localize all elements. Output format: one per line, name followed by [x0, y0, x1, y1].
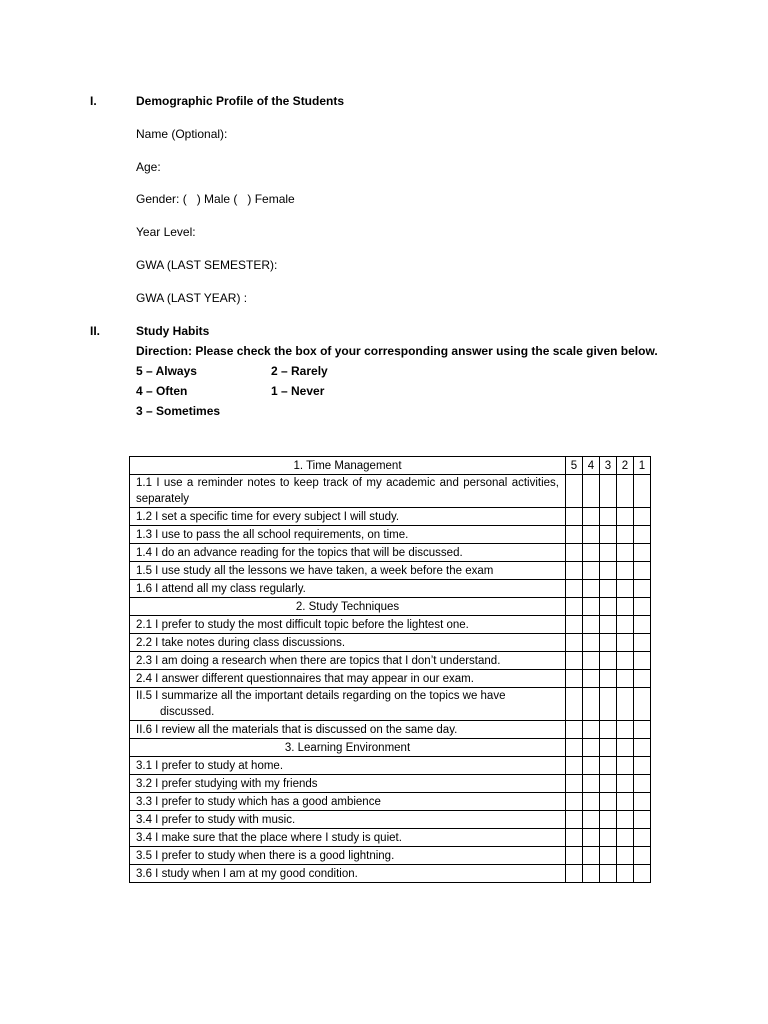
check-box[interactable]	[566, 616, 583, 634]
header-4: 4	[583, 457, 600, 475]
check-box[interactable]	[617, 580, 634, 598]
check-box[interactable]	[583, 670, 600, 688]
check-box[interactable]	[617, 634, 634, 652]
item-text: 2.1 I prefer to study the most difficult topic before the lightest one.	[130, 616, 566, 634]
header-3: 3	[600, 457, 617, 475]
check-box	[634, 598, 651, 616]
check-box[interactable]	[566, 670, 583, 688]
check-box	[600, 739, 617, 757]
check-box[interactable]	[634, 616, 651, 634]
check-box[interactable]	[617, 670, 634, 688]
check-box[interactable]	[566, 526, 583, 544]
check-box[interactable]	[566, 793, 583, 811]
item-text: 3.4 I prefer to study with music.	[130, 811, 566, 829]
gender-field-label: Gender: ( ) Male ( ) Female	[136, 192, 295, 206]
check-box[interactable]	[566, 475, 583, 508]
table-row	[130, 562, 651, 580]
year-level-field-label: Year Level:	[136, 225, 196, 239]
section-title: Study Habits	[136, 324, 210, 338]
table-row	[130, 508, 651, 526]
item-text: 1.1 I use a reminder notes to keep track of my academic and personal activities, separately	[130, 475, 566, 508]
table-row	[130, 865, 651, 883]
check-box[interactable]	[566, 757, 583, 775]
item-text: 1.3 I use to pass the all school requirements, on time.	[130, 526, 566, 544]
table-row	[130, 688, 651, 721]
check-box[interactable]	[566, 508, 583, 526]
check-box[interactable]	[634, 544, 651, 562]
table-row	[130, 616, 651, 634]
check-box[interactable]	[566, 829, 583, 847]
scale-1: 1 – Never	[271, 384, 325, 398]
item-text-line: discussed.	[160, 706, 215, 718]
check-box[interactable]	[600, 775, 617, 793]
table-row	[130, 811, 651, 829]
check-box[interactable]	[600, 847, 617, 865]
check-box[interactable]	[566, 634, 583, 652]
check-box[interactable]	[617, 544, 634, 562]
check-box[interactable]	[600, 634, 617, 652]
check-box	[583, 739, 600, 757]
check-box[interactable]	[566, 580, 583, 598]
check-box	[634, 739, 651, 757]
table-row	[130, 475, 651, 508]
scale-4: 4 – Often	[136, 384, 188, 398]
item-text: 3.1 I prefer to study at home.	[130, 757, 566, 775]
category-learning-environment: 3. Learning Environment	[130, 739, 566, 757]
check-box[interactable]	[634, 475, 651, 508]
check-box[interactable]	[617, 475, 634, 508]
check-box[interactable]	[617, 793, 634, 811]
check-box[interactable]	[583, 811, 600, 829]
direction-text: Direction: Please check the box of your corresponding answer using the scale given below.	[136, 344, 658, 358]
check-box[interactable]	[583, 757, 600, 775]
check-box	[566, 598, 583, 616]
check-box[interactable]	[634, 580, 651, 598]
check-box[interactable]	[634, 865, 651, 883]
check-box[interactable]	[566, 865, 583, 883]
check-box[interactable]	[566, 775, 583, 793]
header-2: 2	[617, 457, 634, 475]
check-box[interactable]	[583, 562, 600, 580]
item-text: 2.4 I answer different questionnaires that may appear in our exam.	[130, 670, 566, 688]
check-box[interactable]	[583, 793, 600, 811]
check-box	[600, 598, 617, 616]
check-box[interactable]	[617, 811, 634, 829]
item-text-line: II.5 I summarize all the important details regarding on the topics we have	[136, 690, 506, 702]
table-row	[130, 580, 651, 598]
item-text: 1.2 I set a specific time for every subject I will study.	[130, 508, 566, 526]
item-text: 1.6 I attend all my class regularly.	[130, 580, 566, 598]
check-box[interactable]	[600, 757, 617, 775]
table-row	[130, 670, 651, 688]
check-box[interactable]	[600, 562, 617, 580]
header-5: 5	[566, 457, 583, 475]
section-number: I.	[90, 94, 97, 108]
section-title: Demographic Profile of the Students	[136, 94, 345, 108]
check-box[interactable]	[583, 688, 600, 721]
item-text: 1.4 I do an advance reading for the topics that will be discussed.	[130, 544, 566, 562]
check-box[interactable]	[634, 811, 651, 829]
check-box[interactable]	[634, 793, 651, 811]
check-box	[566, 739, 583, 757]
check-box[interactable]	[600, 811, 617, 829]
check-box[interactable]	[566, 652, 583, 670]
check-box[interactable]	[566, 721, 583, 739]
check-box[interactable]	[600, 526, 617, 544]
check-box[interactable]	[583, 829, 600, 847]
table-row	[130, 634, 651, 652]
check-box[interactable]	[600, 475, 617, 508]
check-box[interactable]	[617, 508, 634, 526]
check-box[interactable]	[566, 544, 583, 562]
table-row	[130, 829, 651, 847]
check-box[interactable]	[600, 616, 617, 634]
check-box[interactable]	[583, 847, 600, 865]
item-text: 1.5 I use study all the lessons we have taken, a week before the exam	[130, 562, 566, 580]
check-box	[617, 598, 634, 616]
check-box[interactable]	[634, 847, 651, 865]
table-row	[130, 544, 651, 562]
study-habits-table	[129, 456, 651, 883]
table-row	[130, 847, 651, 865]
check-box[interactable]	[600, 544, 617, 562]
check-box[interactable]	[566, 847, 583, 865]
item-text: 3.5 I prefer to study when there is a good lightning.	[130, 847, 566, 865]
check-box[interactable]	[600, 652, 617, 670]
check-box[interactable]	[634, 526, 651, 544]
gwa-last-semester-label: GWA (LAST SEMESTER):	[136, 258, 278, 272]
scale-3: 3 – Sometimes	[136, 404, 221, 418]
check-box[interactable]	[617, 562, 634, 580]
header-1: 1	[634, 457, 651, 475]
item-text: 3.2 I prefer studying with my friends	[130, 775, 566, 793]
check-box[interactable]	[583, 544, 600, 562]
check-box[interactable]	[617, 829, 634, 847]
check-box[interactable]	[617, 688, 634, 721]
category-row	[130, 457, 651, 475]
check-box[interactable]	[634, 508, 651, 526]
check-box[interactable]	[583, 508, 600, 526]
item-text: 3.3 I prefer to study which has a good ambience	[130, 793, 566, 811]
check-box[interactable]	[634, 562, 651, 580]
check-box[interactable]	[583, 721, 600, 739]
gwa-last-year-label: GWA (LAST YEAR) :	[136, 291, 248, 305]
check-box[interactable]	[634, 775, 651, 793]
table-row	[130, 775, 651, 793]
check-box	[583, 598, 600, 616]
check-box[interactable]	[583, 865, 600, 883]
check-box[interactable]	[583, 652, 600, 670]
check-box[interactable]	[634, 652, 651, 670]
table-row	[130, 652, 651, 670]
check-box[interactable]	[600, 508, 617, 526]
check-box[interactable]	[566, 562, 583, 580]
check-box[interactable]	[566, 811, 583, 829]
check-box[interactable]	[634, 634, 651, 652]
check-box[interactable]	[600, 865, 617, 883]
check-box[interactable]	[600, 829, 617, 847]
category-time-management: 1. Time Management	[130, 457, 566, 475]
check-box[interactable]	[583, 580, 600, 598]
category-row	[130, 739, 651, 757]
check-box[interactable]	[617, 757, 634, 775]
check-box[interactable]	[583, 775, 600, 793]
check-box[interactable]	[617, 652, 634, 670]
category-row	[130, 598, 651, 616]
check-box[interactable]	[600, 688, 617, 721]
table-row	[130, 757, 651, 775]
item-text: 3.4 I make sure that the place where I study is quiet.	[130, 829, 566, 847]
name-field-label: Name (Optional):	[136, 127, 228, 141]
check-box[interactable]	[583, 526, 600, 544]
item-text: II.6 I review all the materials that is discussed on the same day.	[130, 721, 566, 739]
check-box[interactable]	[600, 793, 617, 811]
item-text: 2.2 I take notes during class discussions.	[130, 634, 566, 652]
check-box[interactable]	[617, 865, 634, 883]
check-box[interactable]	[617, 616, 634, 634]
check-box[interactable]	[566, 688, 583, 721]
check-box[interactable]	[634, 829, 651, 847]
age-field-label: Age:	[136, 160, 161, 174]
item-text: 2.3 I am doing a research when there are topics that I don’t understand.	[130, 652, 566, 670]
check-box[interactable]	[617, 526, 634, 544]
check-box	[617, 739, 634, 757]
category-study-techniques: 2. Study Techniques	[130, 598, 566, 616]
check-box[interactable]	[617, 775, 634, 793]
item-text	[130, 688, 566, 721]
check-box[interactable]	[617, 721, 634, 739]
check-box[interactable]	[583, 634, 600, 652]
section-number: II.	[90, 324, 101, 338]
check-box[interactable]	[583, 475, 600, 508]
table-row	[130, 526, 651, 544]
item-text: 3.6 I study when I am at my good condition.	[130, 865, 566, 883]
check-box[interactable]	[600, 580, 617, 598]
check-box[interactable]	[634, 670, 651, 688]
scale-5: 5 – Always	[136, 364, 197, 378]
check-box[interactable]	[583, 616, 600, 634]
table-row	[130, 721, 651, 739]
scale-2: 2 – Rarely	[271, 364, 328, 378]
check-box[interactable]	[600, 721, 617, 739]
check-box[interactable]	[634, 757, 651, 775]
table-row	[130, 793, 651, 811]
check-box[interactable]	[617, 847, 634, 865]
check-box[interactable]	[634, 688, 651, 721]
check-box[interactable]	[600, 670, 617, 688]
check-box[interactable]	[634, 721, 651, 739]
